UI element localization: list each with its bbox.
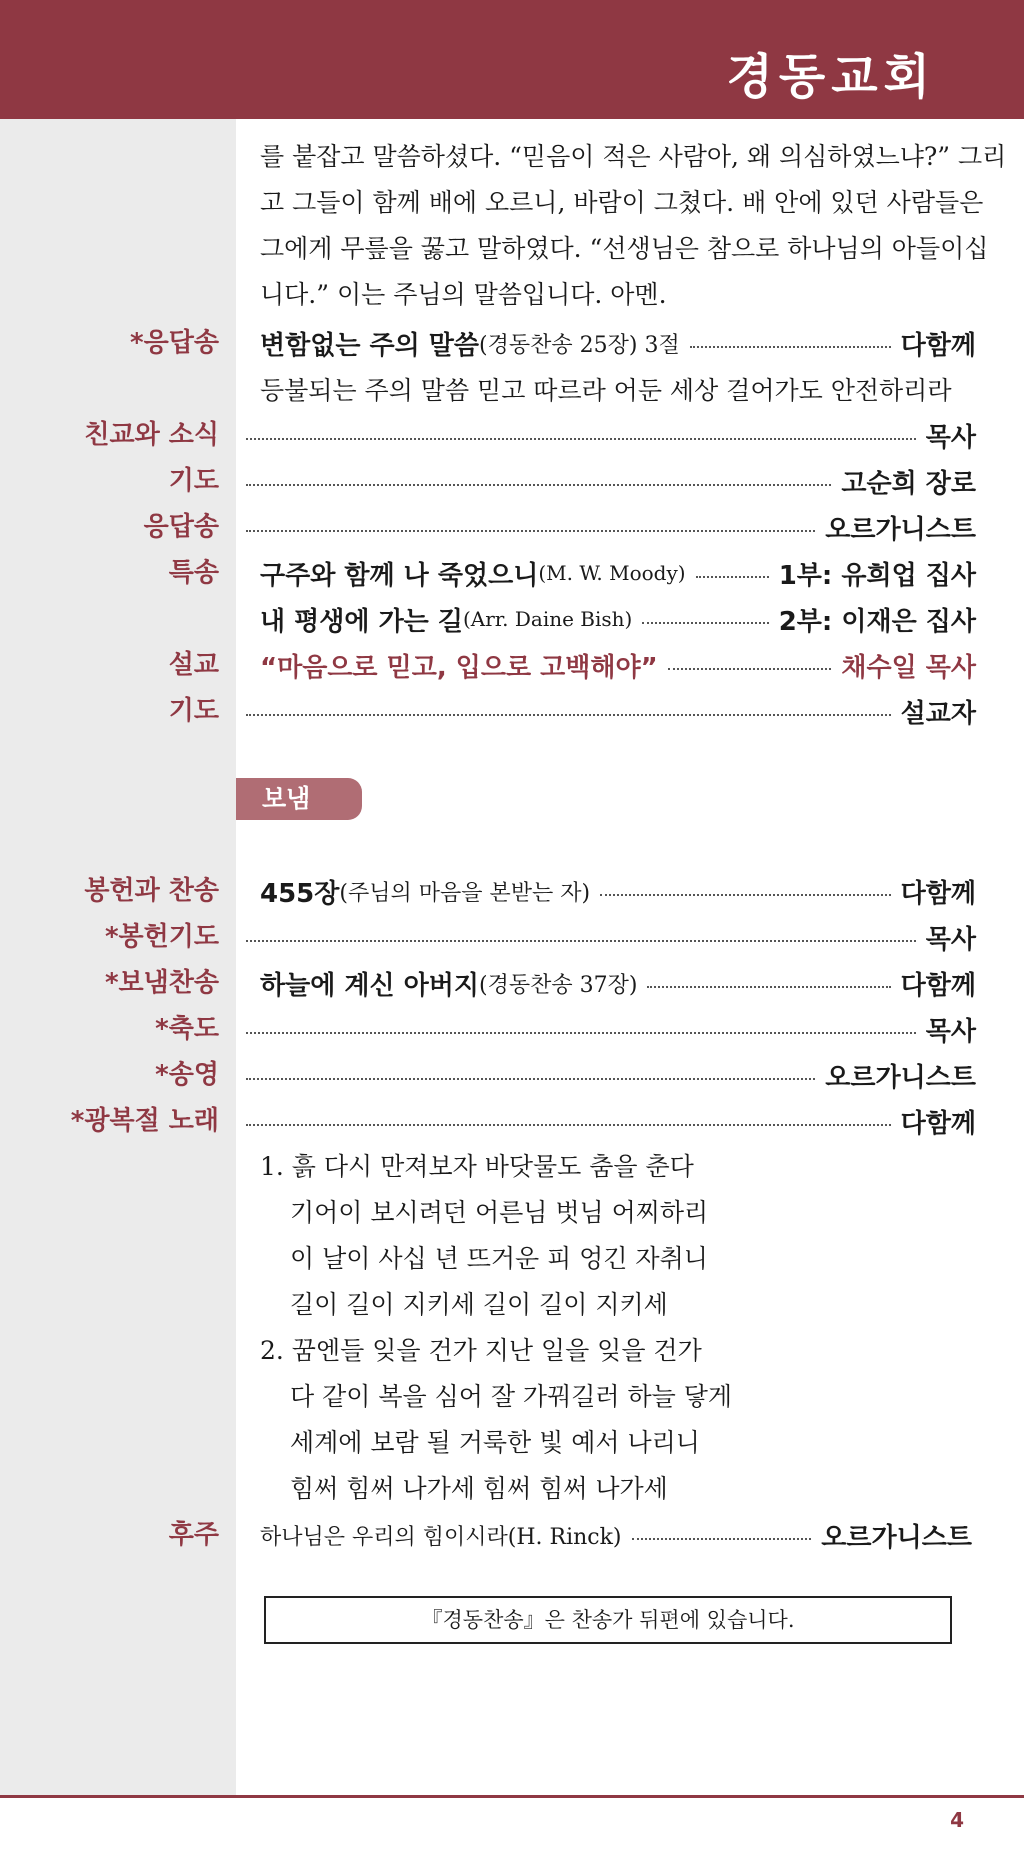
order-label: 후주 (168, 1520, 219, 1550)
leader-dots (690, 346, 891, 348)
hymn-title: 하늘에 계신 아버지 (260, 970, 480, 1001)
order-label: 응답송 (143, 512, 219, 542)
church-logo-text: 경동교회 (726, 49, 936, 105)
performer: 오르가니스트 (825, 1062, 976, 1093)
scripture-line: 니다.” 이는 주님의 말씀입니다. 아멘. (260, 280, 667, 309)
performer: 오르가니스트 (825, 514, 976, 545)
performer: 오르가니스트 (821, 1522, 972, 1553)
hymn-number: 455장 (260, 878, 340, 909)
order-label: *보냄찬송 (104, 968, 219, 998)
performer: 다함께 (900, 970, 976, 1001)
lyric-line: 2. 꿈엔들 잊을 건가 지난 일을 잊을 건가 (260, 1336, 702, 1365)
order-label: *응답송 (130, 328, 219, 358)
order-label: *축도 (155, 1014, 219, 1044)
hymn-title: 변함없는 주의 말씀 (260, 330, 480, 361)
song-composer: (M. W. Moody) (538, 561, 686, 585)
leader-dots (668, 668, 832, 670)
performer: 다함께 (900, 330, 976, 361)
performer: 목사 (925, 924, 976, 955)
lyric-line: 다 같이 복을 심어 잘 가꿔길러 하늘 닿게 (290, 1382, 733, 1411)
order-row-response (0, 504, 1024, 550)
order-label: 기도 (168, 466, 219, 496)
performer: 다함께 (900, 878, 976, 909)
lyric-line: 기어이 보시려던 어른님 벗님 어찌하리 (290, 1198, 709, 1227)
leader-dots (246, 530, 815, 532)
order-label: *송영 (155, 1060, 219, 1090)
lyric-line: 이 날이 사십 년 뜨거운 피 엉긴 자취니 (290, 1244, 708, 1273)
postlude-piece: 하나님은 우리의 힘이시라(H. Rinck) (260, 1524, 622, 1550)
order-row-postlude (0, 1512, 1024, 1558)
order-row-lyric (0, 366, 1024, 412)
order-label: 친교와 소식 (84, 420, 219, 450)
song-lyrics (260, 1144, 980, 1512)
performer: 다함께 (900, 1108, 976, 1139)
order-row-sending-hymn (0, 960, 1024, 1006)
hymnal-notice-box: 『경동찬송』은 찬송가 뒤편에 있습니다. (264, 1596, 952, 1644)
order-row-prayer-2 (0, 688, 1024, 734)
order-row-sermon (0, 642, 1024, 688)
order-row-fellowship (0, 412, 1024, 458)
order-label: *광복절 노래 (70, 1106, 219, 1136)
sermon-title: “마음으로 믿고, 입으로 고백해야” (260, 652, 658, 683)
footer-divider (0, 1795, 1024, 1798)
leader-dots (647, 986, 890, 988)
leader-dots (246, 714, 891, 716)
order-row-doxology (0, 1052, 1024, 1098)
song-title: 내 평생에 가는 길 (260, 606, 463, 637)
performer: 목사 (925, 422, 976, 453)
scripture-line: 고 그들이 함께 배에 오르니, 바람이 그쳤다. 배 안에 있던 사람들은 (260, 188, 984, 217)
lyric-line: 1. 흙 다시 만져보자 바닷물도 춤을 춘다 (260, 1152, 694, 1181)
preacher: 채수일 목사 (841, 652, 976, 683)
performer: 고순희 장로 (841, 468, 976, 499)
order-row-offering (0, 868, 1024, 914)
hymn-source: (경동찬송 25장) 3절 (479, 332, 680, 358)
order-label: 설교 (168, 650, 219, 680)
performer: 목사 (925, 1016, 976, 1047)
leader-dots (246, 1032, 916, 1034)
section-tab-send: 보냄 (236, 778, 362, 820)
leader-dots (246, 1124, 891, 1126)
order-row-special-song-2 (0, 596, 1024, 642)
leader-dots (246, 484, 831, 486)
order-label: 봉헌과 찬송 (84, 876, 219, 906)
order-row-response-song (0, 320, 1024, 366)
order-row-benediction (0, 1006, 1024, 1052)
order-row-liberation-song (0, 1098, 1024, 1144)
order-label: 기도 (168, 696, 219, 726)
response-lyric: 등불되는 주의 말씀 믿고 따르라 어둔 세상 걸어가도 안전하리라 (260, 376, 952, 405)
leader-dots (246, 438, 916, 440)
leader-dots (642, 622, 768, 624)
performer: 설교자 (900, 698, 976, 729)
leader-dots (600, 894, 891, 896)
leader-dots (696, 576, 769, 578)
leader-dots (632, 1538, 812, 1540)
performer: 2부: 이재은 집사 (778, 606, 976, 637)
order-row-special-song-1 (0, 550, 1024, 596)
leader-dots (246, 1078, 815, 1080)
header-bar (0, 0, 1024, 119)
performer: 1부: 유희업 집사 (778, 560, 976, 591)
scripture-line: 를 붙잡고 말씀하셨다. “믿음이 적은 사람아, 왜 의심하였느냐?” 그리 (260, 142, 1007, 171)
lyric-line: 힘써 힘써 나가세 힘써 힘써 나가세 (290, 1474, 668, 1503)
scripture-text (260, 134, 1007, 318)
order-label: 특송 (168, 558, 219, 588)
order-label: *봉헌기도 (104, 922, 219, 952)
song-title: 구주와 함께 나 죽었으니 (260, 560, 539, 591)
lyric-line: 길이 길이 지키세 길이 길이 지키세 (290, 1290, 668, 1319)
hymn-title: (주님의 마음을 본받는 자) (339, 880, 591, 906)
hymn-source: (경동찬송 37장) (479, 972, 638, 998)
order-row-prayer (0, 458, 1024, 504)
lyric-line: 세계에 보람 될 거룩한 빛 예서 나리니 (290, 1428, 700, 1457)
order-row-offering-prayer (0, 914, 1024, 960)
page-number: 4 (950, 1808, 964, 1832)
song-composer: (Arr. Daine Bish) (462, 607, 633, 631)
scripture-line: 그에게 무릎을 꿇고 말하였다. “선생님은 참으로 하나님의 아들이십 (260, 234, 989, 263)
leader-dots (246, 940, 916, 942)
